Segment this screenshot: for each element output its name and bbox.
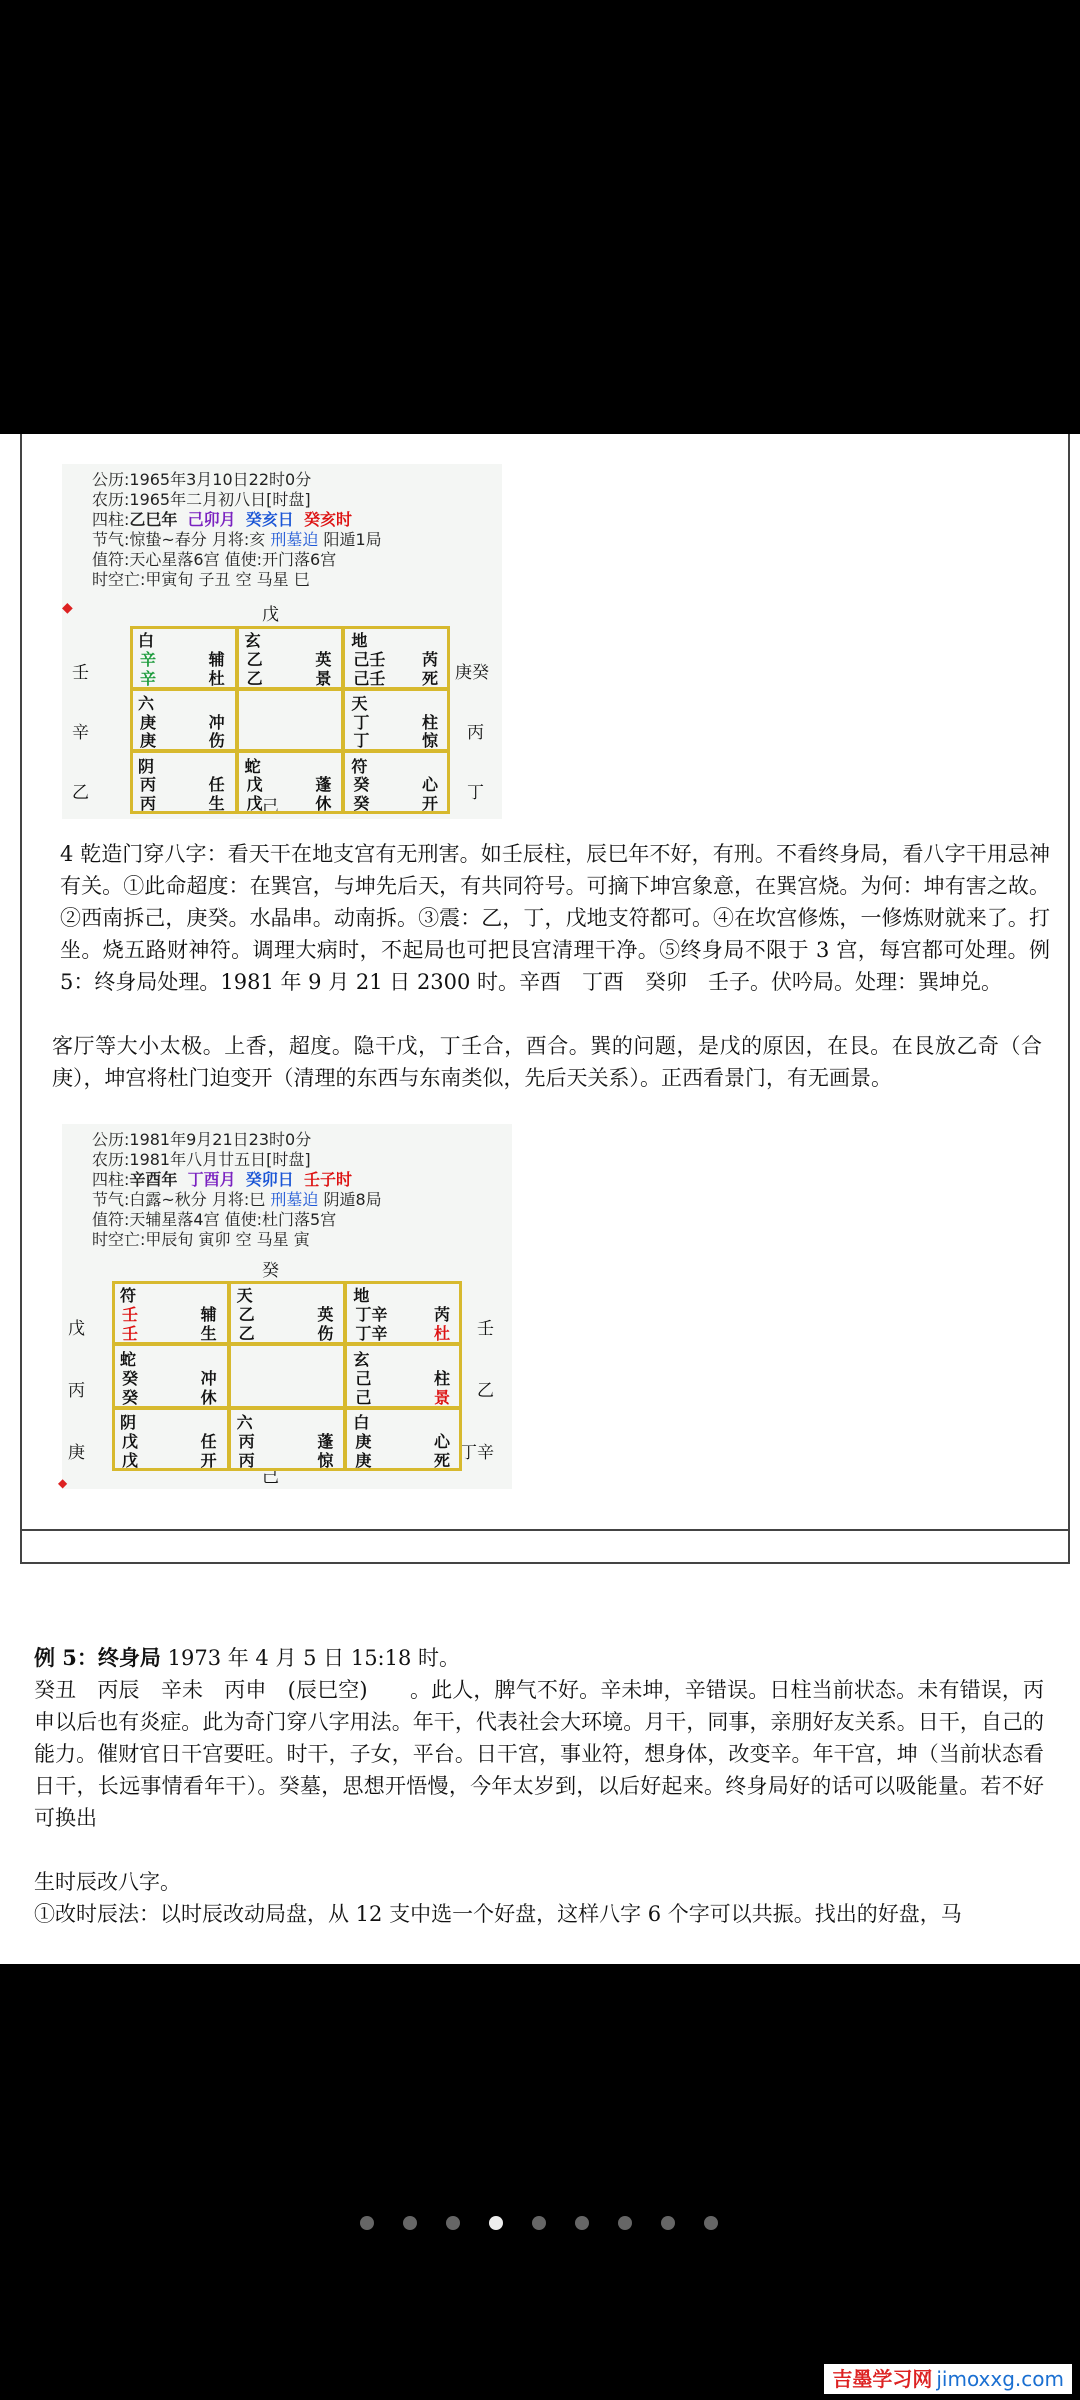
palace-cell — [345, 1408, 462, 1471]
chart-line-jieqi: 节气:白露~秋分 月将:巳 刑墓迫 阴遁8局 — [92, 1190, 382, 1209]
palace-cell — [237, 626, 344, 689]
frame-divider — [22, 1529, 1068, 1531]
palace-cell — [112, 1344, 229, 1407]
pager-dot[interactable] — [575, 2216, 589, 2230]
palace-god: 符 — [120, 1286, 137, 1306]
chart-left-label-3: 庚 — [68, 1443, 85, 1463]
palace-heaven-stem: 庚 — [140, 712, 157, 732]
palace-earth-stem: 庚 — [140, 731, 157, 751]
paragraph-gaishichen: ①改时辰法：以时辰改动局盘，从 12 支中选一个好盘，这样八字 6 个字可以共振。找出的好盘，马 — [34, 1902, 962, 1926]
palace-heaven-stem: 乙 — [246, 649, 263, 669]
pager-dot[interactable] — [446, 2216, 460, 2230]
palace-door: 死 — [421, 668, 438, 688]
palace-god: 白 — [138, 631, 155, 651]
pager-dot[interactable] — [360, 2216, 374, 2230]
palace-god: 白 — [353, 1412, 370, 1432]
palace-earth-stem: 己壬 — [353, 668, 386, 688]
chart-right-label-1: 壬 — [477, 1319, 494, 1339]
paragraph-qianzao: 4 乾造门穿八字：看天干在地支宫有无刑害。如壬辰柱，辰巳年不好，有刑。不看终身局，看八字干用忌神有关。①此命超度：在巽宫，与坤先后天，有共同符号。可摘下坤宫象意，在巽宫烧。为何：坤有害之故。②西南拆己，庚癸。水晶串。动南拆。③震：乙，丁，戊地支符都可。④在坎宫修炼，一修炼财就来了。打坐。烧五路财神符。调理大病时，不起局也可把艮宫清理干净。⑤终身局不限于 3 宫，每宫都可处理。例 5：终身局处理。1981 年 9 月 21 日 2300 时。辛酉 丁酉 癸卯 壬子。伏吟局。处理：巽坤兑。 — [60, 842, 1050, 994]
qimen-chart-1981 — [58, 1124, 512, 1490]
palace-star: 蓬 — [317, 1431, 334, 1451]
pager-dot[interactable] — [618, 2216, 632, 2230]
palace-heaven-stem: 戊 — [122, 1431, 139, 1451]
palace-heaven-stem: 己壬 — [353, 649, 386, 669]
palace-cell — [345, 1281, 462, 1344]
palace-star: 任 — [208, 775, 225, 795]
palace-star: 芮 — [433, 1305, 450, 1325]
chart-right-label-3: 丁辛 — [460, 1443, 494, 1463]
chart-marker-dot-icon: ◆ — [58, 1476, 68, 1490]
palace-star: 英 — [315, 649, 332, 669]
pager-dot[interactable] — [661, 2216, 675, 2230]
palace-earth-stem: 戊 — [246, 794, 263, 814]
palace-god: 玄 — [353, 1349, 370, 1369]
palace-earth-stem: 壬 — [122, 1324, 139, 1344]
chart-line-kongwang: 时空亡:甲辰旬 寅卯 空 马星 寅 — [92, 1230, 310, 1249]
palace-god: 六 — [236, 1412, 253, 1432]
palace-star: 任 — [200, 1431, 217, 1451]
palace-cell — [345, 1344, 462, 1407]
palace-cell — [343, 689, 450, 752]
chart-bottom-label: 己 — [262, 797, 279, 817]
pager-dot[interactable] — [704, 2216, 718, 2230]
chart-line-jieqi: 节气:惊蛰~春分 月将:亥 刑墓迫 阳遁1局 — [92, 530, 382, 549]
chart-top-label: 戊 — [262, 605, 279, 625]
palace-god: 六 — [138, 693, 155, 713]
palace-star: 芮 — [421, 649, 438, 669]
palace-god: 蛇 — [120, 1349, 137, 1369]
pager-dot[interactable] — [532, 2216, 546, 2230]
example5-date: 1973 年 4 月 5 日 15:18 时。 — [160, 1646, 461, 1670]
palace-cell — [229, 1344, 346, 1407]
watermark-cn: 吉墨学习网 — [832, 2367, 933, 2391]
chart-line-nongli: 农历:1981年八月廿五日[时盘] — [92, 1150, 311, 1169]
palace-god: 玄 — [244, 631, 261, 651]
palace-star: 冲 — [208, 712, 225, 732]
palace-door: 惊 — [421, 731, 438, 751]
chart-line-sizhu: 四柱:乙巳年 己卯月 癸亥日 癸亥时 — [92, 510, 352, 529]
palace-earth-stem: 丙 — [140, 794, 157, 814]
palace-door: 休 — [315, 794, 332, 814]
palace-cell — [343, 626, 450, 689]
example5-title: 例 5：终身局 — [34, 1645, 161, 1670]
palace-star: 蓬 — [315, 775, 332, 795]
chart-line-zhifu: 值符:天心星落6宫 值使:开门落6宫 — [92, 550, 337, 569]
palace-heaven-stem: 癸 — [353, 775, 370, 795]
palace-door: 死 — [433, 1450, 450, 1470]
palace-cell — [112, 1281, 229, 1344]
chart-line-gongli: 公历:1981年9月21日23时0分 — [92, 1130, 312, 1149]
palace-earth-stem: 丁 — [353, 731, 370, 751]
palace-earth-stem: 乙 — [238, 1324, 255, 1344]
palace-star: 心 — [421, 775, 438, 795]
qimen-chart-1965 — [62, 464, 502, 819]
palace-earth-stem: 丙 — [238, 1450, 255, 1470]
palace-earth-stem: 庚 — [355, 1450, 372, 1470]
palace-door: 惊 — [317, 1450, 334, 1470]
palace-god: 阴 — [120, 1412, 137, 1432]
watermark-url: jimoxxg.com — [936, 2367, 1064, 2391]
palace-earth-stem: 戊 — [122, 1450, 139, 1470]
palace-star: 冲 — [200, 1368, 217, 1388]
chart-left-label-3: 乙 — [72, 783, 89, 803]
palace-cell — [237, 751, 344, 814]
palace-earth-stem: 己 — [355, 1387, 372, 1407]
palace-heaven-stem: 丁辛 — [355, 1305, 388, 1325]
palace-god: 阴 — [138, 756, 155, 776]
chart-line-gongli: 公历:1965年3月10日22时0分 — [92, 470, 312, 489]
palace-heaven-stem: 辛 — [140, 649, 157, 669]
palace-heaven-stem: 癸 — [122, 1368, 139, 1388]
palace-cell — [229, 1408, 346, 1471]
chart-right-label-1: 庚癸 — [455, 663, 489, 683]
chart-left-label-1: 戊 — [68, 1319, 85, 1339]
palace-heaven-stem: 壬 — [122, 1305, 139, 1325]
palace-door: 休 — [200, 1387, 217, 1407]
paragraph-example5: 癸丑 丙辰 辛未 丙申 (辰巳空) 。此人，脾气不好。辛未坤，辛错误。日柱当前状态。未有错误，丙申以后也有炎症。此为奇门穿八字用法。年干，代表社会大环境。月干，同事，亲朋好友关系。日干，自己的能力。催财官日干宫要旺。时干，子女，平台。日干宫，事业符，想身体，改变辛。年干宫，坤（当前状态看日干，长远事情看年干）。癸墓，思想开悟慢，今年太岁到，以后好起来。终身局好的话可以吸能量。若不好可换出 — [34, 1678, 1044, 1830]
palace-god: 天 — [351, 693, 368, 713]
palace-heaven-stem: 戊 — [246, 775, 263, 795]
palace-door: 景 — [433, 1387, 450, 1407]
palace-door: 生 — [200, 1324, 217, 1344]
chart-left-label-2: 辛 — [72, 723, 89, 743]
chart-right-label-3: 丁 — [467, 783, 484, 803]
example5-heading — [34, 1642, 1044, 1674]
palace-heaven-stem: 庚 — [355, 1431, 372, 1451]
palace-door: 景 — [315, 668, 332, 688]
palace-star: 英 — [317, 1305, 334, 1325]
palace-earth-stem: 乙 — [246, 668, 263, 688]
palace-god: 蛇 — [244, 756, 261, 776]
paragraph-shichen: 生时辰改八字。 — [34, 1870, 181, 1894]
chart-bottom-label: 己 — [262, 1467, 279, 1487]
palace-door: 杜 — [433, 1324, 450, 1344]
palace-heaven-stem: 己 — [355, 1368, 372, 1388]
palace-heaven-stem: 丙 — [238, 1431, 255, 1451]
palace-god: 地 — [351, 631, 368, 651]
palace-door: 伤 — [208, 731, 225, 751]
palace-door: 开 — [200, 1450, 217, 1470]
palace-god: 天 — [236, 1286, 253, 1306]
palace-door: 伤 — [317, 1324, 334, 1344]
palace-star: 心 — [433, 1431, 450, 1451]
palace-earth-stem: 癸 — [122, 1387, 139, 1407]
chart-line-nongli: 农历:1965年二月初八日[时盘] — [92, 490, 311, 509]
palace-door: 杜 — [208, 668, 225, 688]
palace-star: 柱 — [421, 712, 438, 732]
pager-dot[interactable] — [403, 2216, 417, 2230]
document-page — [0, 434, 1080, 1964]
palace-heaven-stem: 丁 — [353, 712, 370, 732]
pager-dot[interactable] — [489, 2216, 503, 2230]
palace-star: 柱 — [433, 1368, 450, 1388]
palace-earth-stem: 辛 — [140, 668, 157, 688]
chart-left-label-1: 壬 — [72, 663, 89, 683]
palace-star: 辅 — [200, 1305, 217, 1325]
chart-marker-dot-icon: ◆ — [62, 600, 73, 616]
palace-heaven-stem: 丙 — [140, 775, 157, 795]
palace-cell — [112, 1408, 229, 1471]
chart-left-label-2: 丙 — [68, 1381, 85, 1401]
chart-line-kongwang: 时空亡:甲寅旬 子丑 空 马星 巳 — [92, 570, 310, 589]
palace-cell — [130, 626, 237, 689]
palace-earth-stem: 癸 — [353, 794, 370, 814]
palace-god: 符 — [351, 756, 368, 776]
chart-right-label-2: 丙 — [467, 723, 484, 743]
palace-cell — [130, 751, 237, 814]
chart-line-zhifu: 值符:天辅星落4宫 值使:杜门落5宫 — [92, 1210, 337, 1229]
paragraph-keting: 客厅等大小太极。上香，超度。隐干戊，丁壬合，酉合。巽的问题，是戊的原因，在艮。在艮放乙奇（合庚），坤宫将杜门迫变开（清理的东西与东南类似，先后天关系）。正西看景门，有无画景。 — [52, 1034, 1042, 1090]
chart-right-label-2: 乙 — [477, 1381, 494, 1401]
chart-top-label: 癸 — [262, 1261, 279, 1281]
palace-god: 地 — [353, 1286, 370, 1306]
palace-heaven-stem: 乙 — [238, 1305, 255, 1325]
watermark — [824, 2364, 1072, 2394]
palace-cell — [229, 1281, 346, 1344]
chart-line-sizhu: 四柱:辛酉年 丁酉月 癸卯日 壬子时 — [92, 1170, 352, 1189]
palace-door: 生 — [208, 794, 225, 814]
palace-cell — [237, 689, 344, 752]
palace-cell — [343, 751, 450, 814]
palace-cell — [130, 689, 237, 752]
palace-earth-stem: 丁辛 — [355, 1324, 388, 1344]
palace-door: 开 — [421, 794, 438, 814]
palace-star: 辅 — [208, 649, 225, 669]
